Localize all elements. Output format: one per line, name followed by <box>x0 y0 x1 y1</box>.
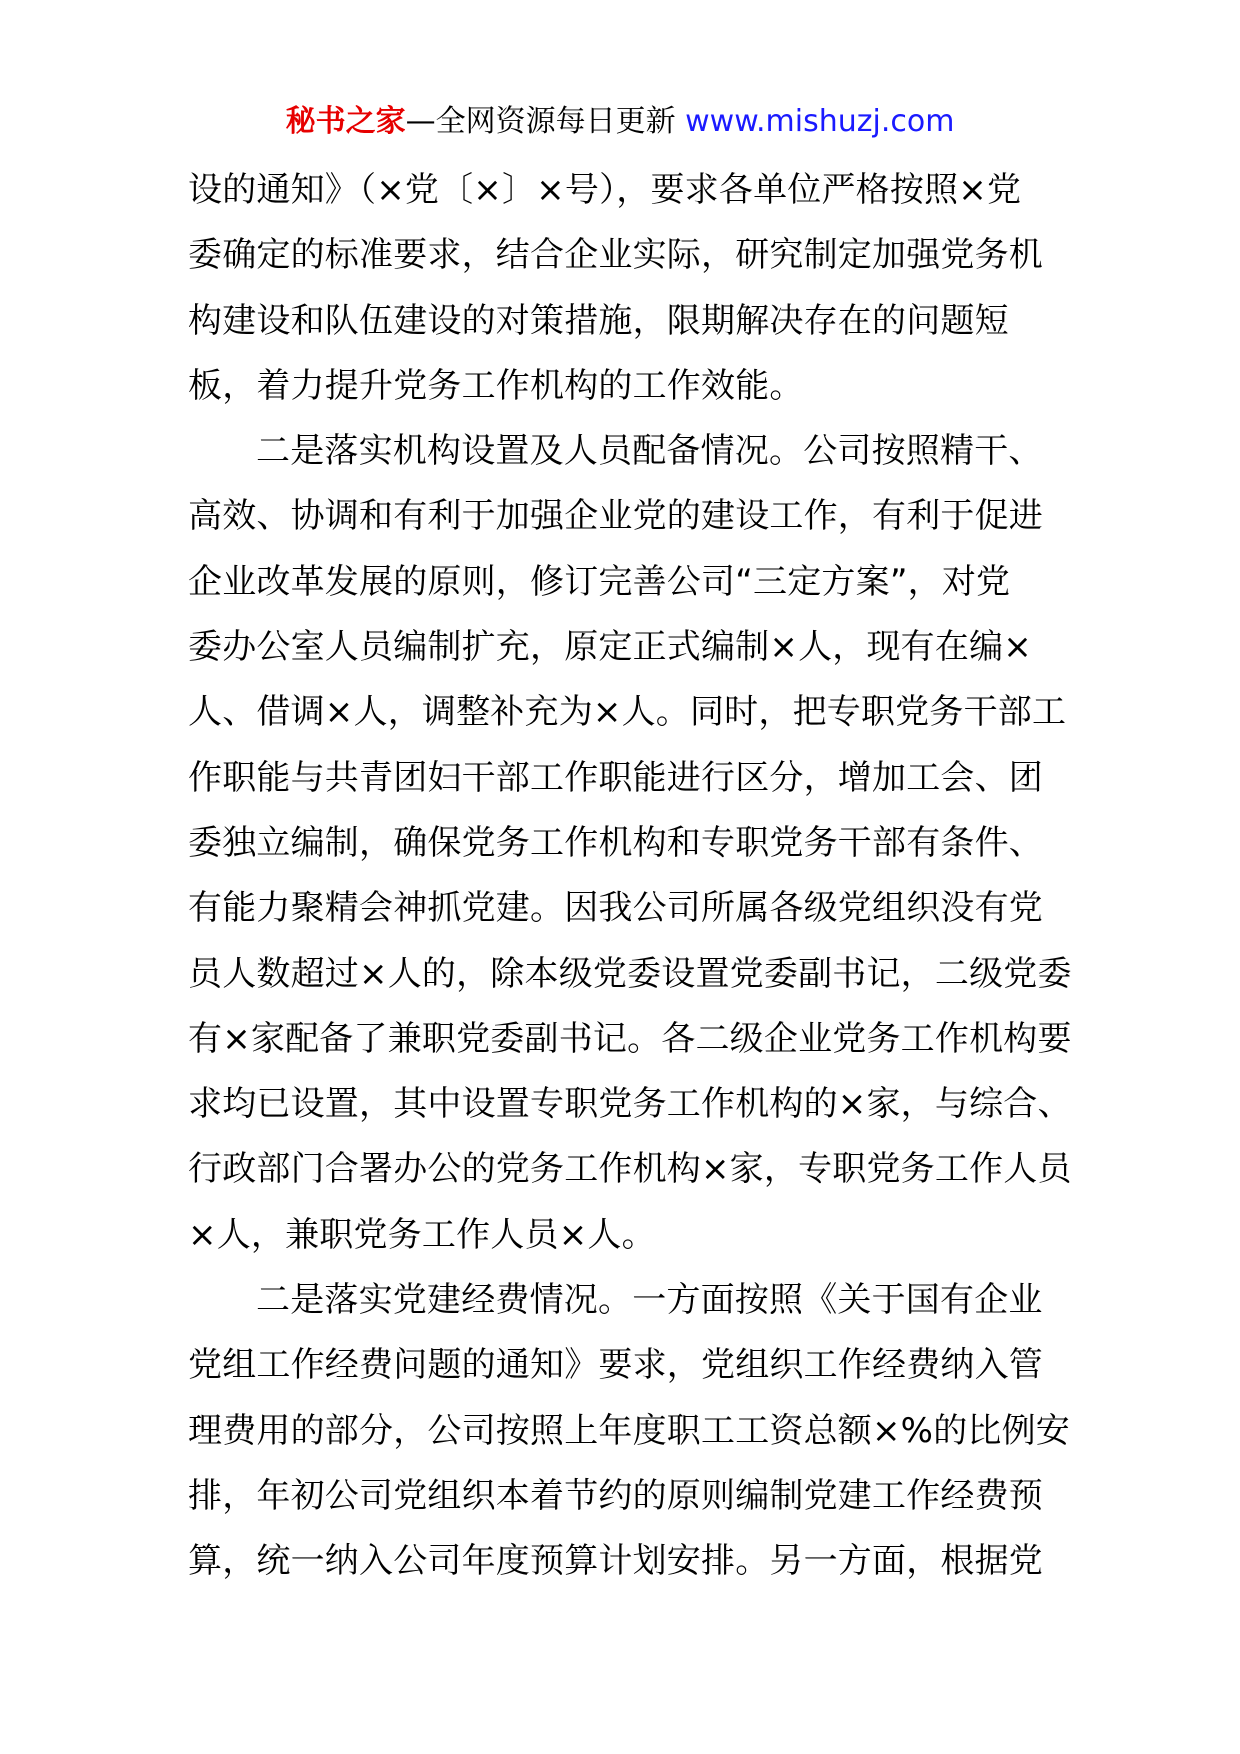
text-line: 委独立编制，确保党务工作机构和专职党务干部有条件、 <box>188 822 1043 863</box>
text-line: 二是落实党建经费情况。一方面按照《关于国有企业 <box>256 1280 1043 1321</box>
text-line: 人、借调×人，调整补充为×人。同时，把专职党务干部工 <box>188 692 1067 733</box>
paragraph-2 <box>188 419 1072 1268</box>
text-line: 员人数超过×人的，除本级党委设置党委副书记，二级党委 <box>188 953 1072 994</box>
text-line: 排，年初公司党组织本着节约的原则编制党建工作经费预 <box>188 1475 1043 1516</box>
text-line: 委办公室人员编制扩充，原定正式编制×人，现有在编× <box>188 627 1032 668</box>
text-line: 构建设和队伍建设的对策措施，限期解决存在的问题短 <box>188 300 1009 341</box>
site-brand: 秘书之家 <box>285 104 406 139</box>
text-line: 行政部门合署办公的党务工作机构×家，专职党务工作人员 <box>188 1149 1072 1190</box>
text-line: 求均已设置，其中设置专职党务工作机构的×家，与综合、 <box>188 1084 1072 1125</box>
site-header <box>0 102 1240 142</box>
text-line: 党组工作经费问题的通知》要求，党组织工作经费纳入管 <box>188 1345 1043 1386</box>
paragraph-1 <box>188 158 1060 419</box>
text-line: 高效、协调和有利于加强企业党的建设工作，有利于促进 <box>188 496 1043 537</box>
text-line: 委确定的标准要求，结合企业实际，研究制定加强党务机 <box>188 235 1043 276</box>
site-tagline: —全网资源每日更新 <box>405 104 686 139</box>
text-line: 算，统一纳入公司年度预算计划安排。另一方面，根据党 <box>188 1541 1043 1582</box>
text-line: 有能力聚精会神抓党建。因我公司所属各级党组织没有党 <box>188 888 1043 929</box>
paragraph-3 <box>188 1268 1070 1594</box>
text-line: 理费用的部分，公司按照上年度职工工资总额×%的比例安 <box>188 1410 1070 1451</box>
text-line: 作职能与共青团妇干部工作职能进行区分，增加工会、团 <box>188 757 1043 798</box>
text-line: 企业改革发展的原则，修订完善公司“三定方案”，对党 <box>188 561 1011 602</box>
text-line: 板，着力提升党务工作机构的工作效能。 <box>188 365 804 406</box>
text-line: 二是落实机构设置及人员配备情况。公司按照精干、 <box>256 431 1043 472</box>
text-line: 设的通知》（×党〔×〕×号），要求各单位严格按照×党 <box>188 170 1022 210</box>
site-url[interactable]: www.mishuzj.com <box>685 104 955 139</box>
text-line: ×人，兼职党务工作人员×人。 <box>188 1214 656 1255</box>
text-line: 有×家配备了兼职党委副书记。各二级企业党务工作机构要 <box>188 1018 1072 1059</box>
document-body <box>188 158 1072 1595</box>
